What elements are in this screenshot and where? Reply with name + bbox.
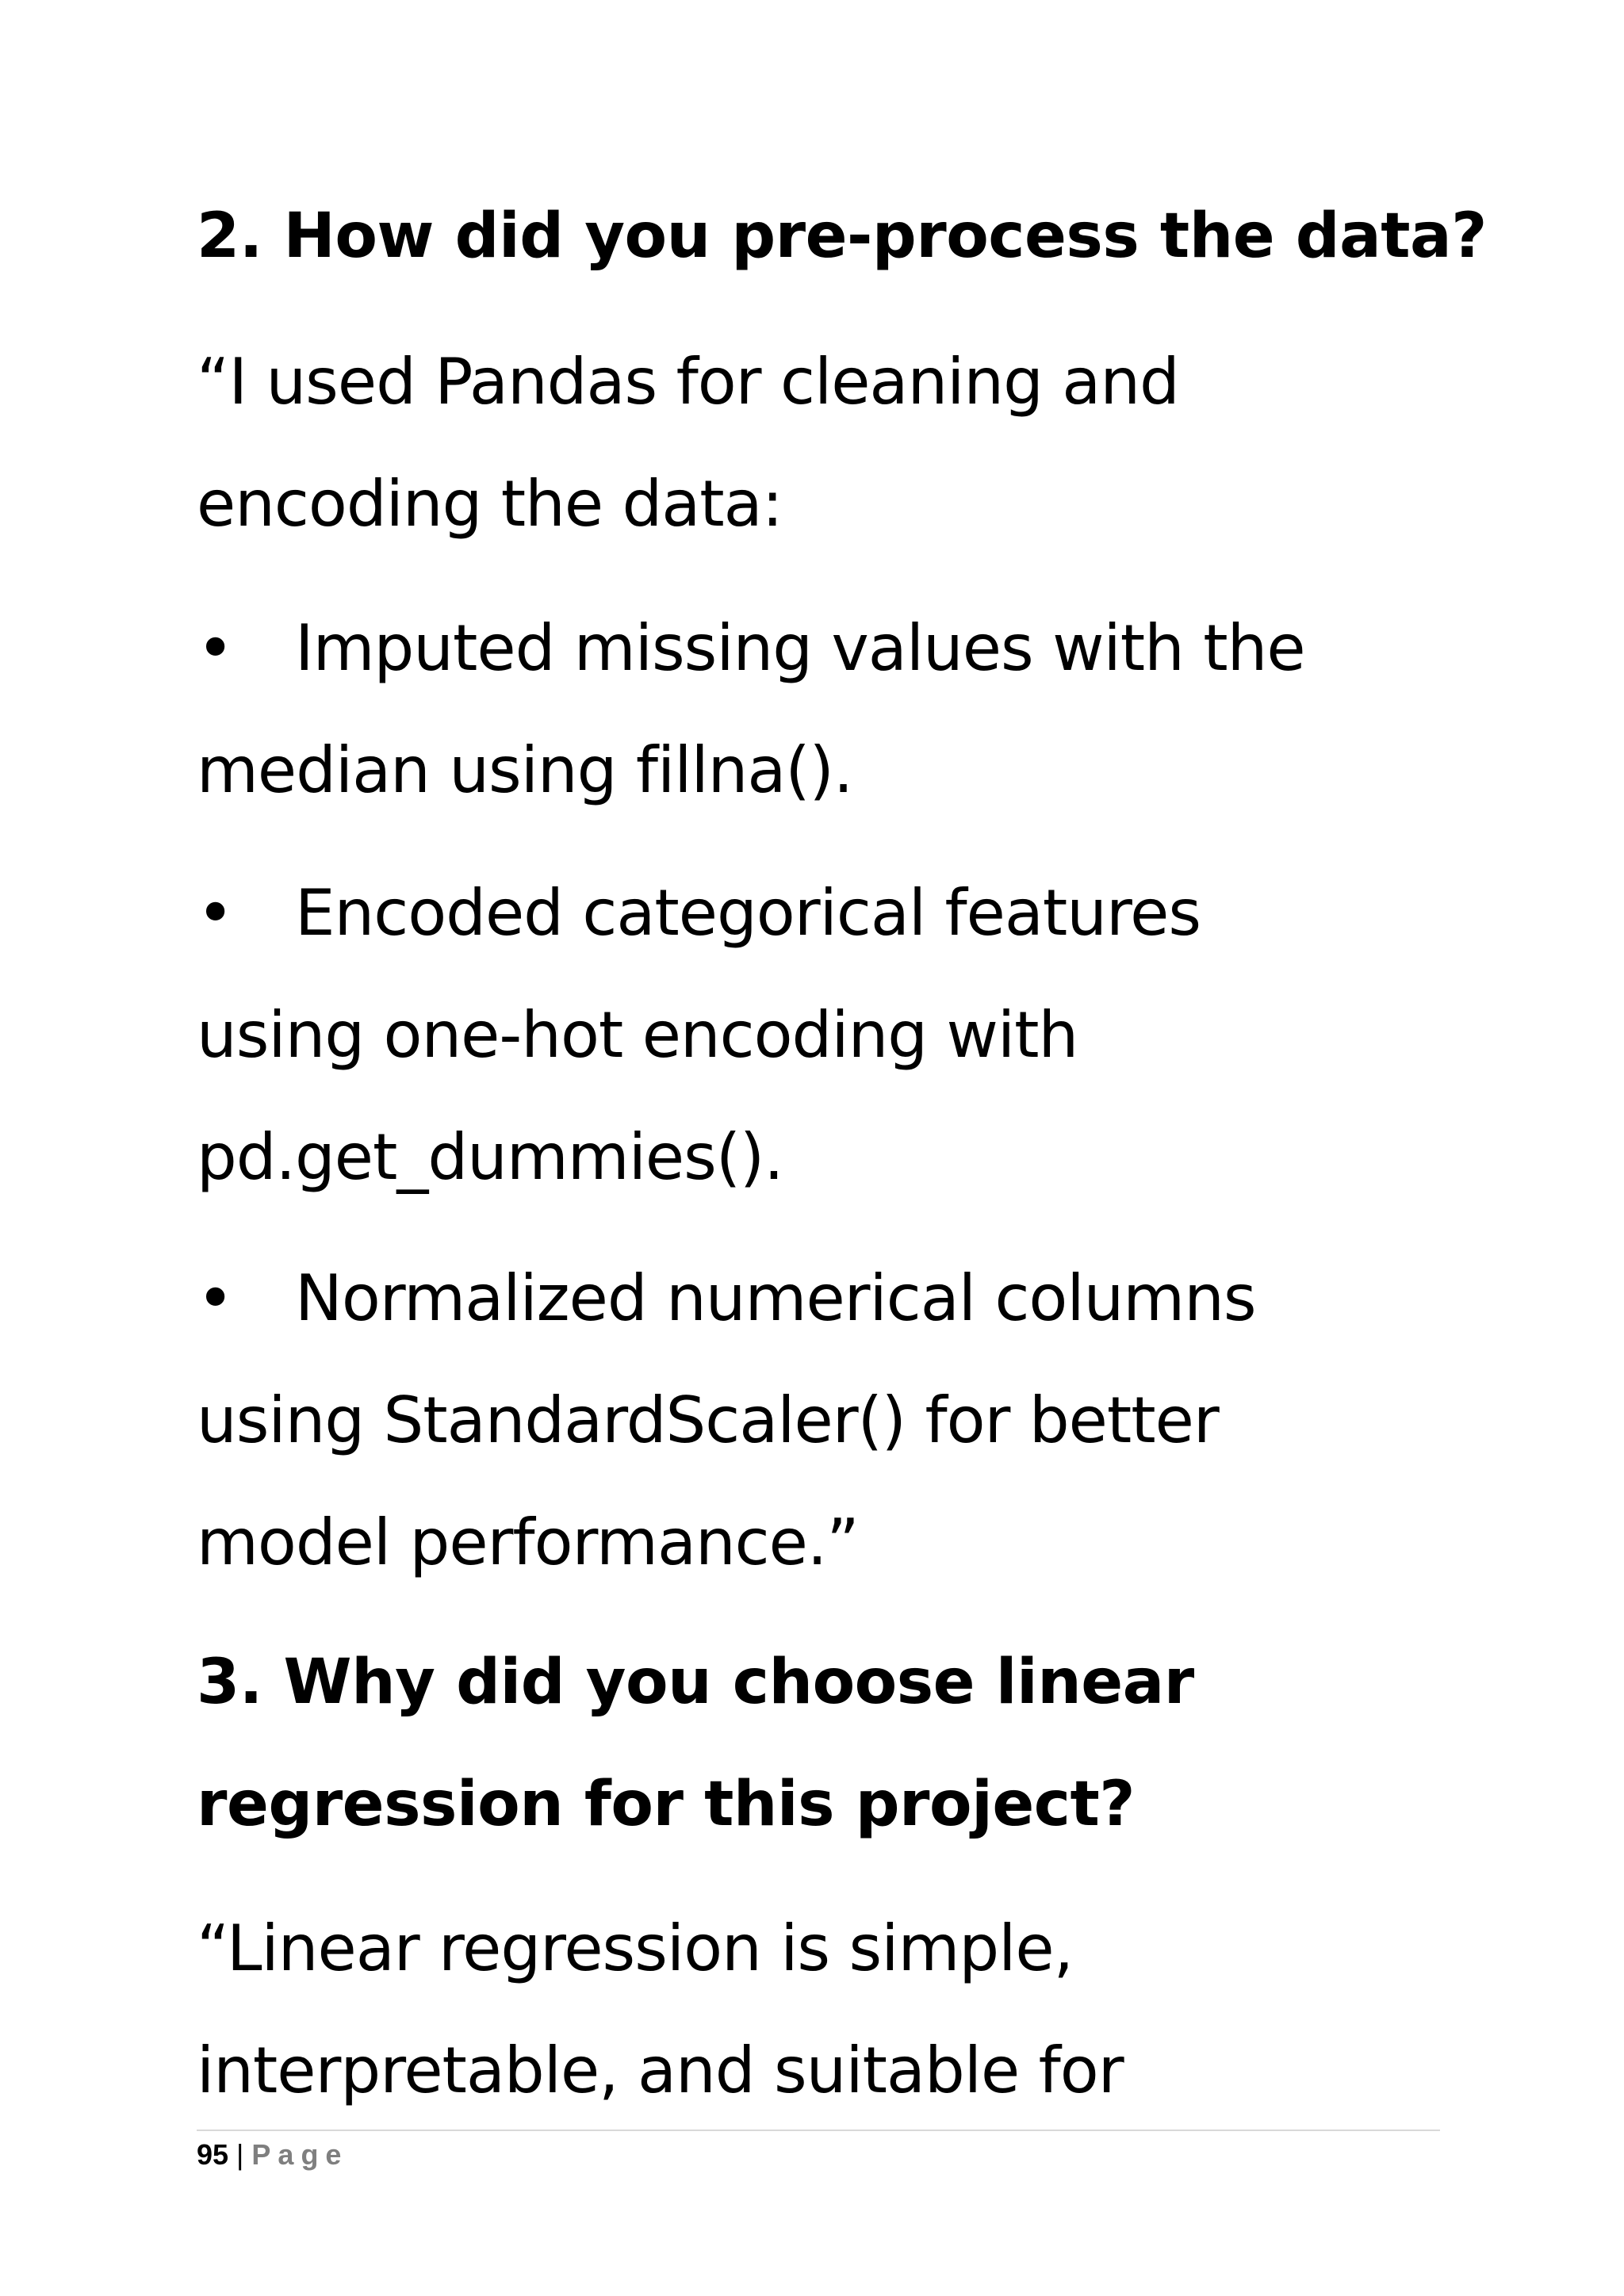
bullet-icon: • [197, 1261, 234, 1335]
bullet-item-2-continuation-2: pd.get_dummies(). [197, 1120, 783, 1194]
question-3-heading-line-1: 3. Why did you choose linear [197, 1647, 1194, 1718]
page-footer [197, 2136, 348, 2174]
answer-intro-line-2: encoding the data: [197, 467, 783, 541]
question-3-answer-line-2: interpretable, and suitable for [197, 2034, 1124, 2107]
bullet-item-3-text: Normalized numerical columns [295, 1261, 1256, 1335]
page-number: 95 [197, 2138, 229, 2171]
bullet-icon: • [197, 611, 234, 685]
bullet-item-2-text: Encoded categorical features [295, 876, 1201, 950]
bullet-item-1-text: Imputed missing values with the [295, 611, 1305, 685]
bullet-icon: • [197, 876, 234, 950]
bullet-item-1-continuation: median using fillna(). [197, 733, 853, 807]
question-3-answer-line-1: “Linear regression is simple, [197, 1911, 1074, 1985]
bullet-item-1 [197, 612, 1305, 685]
page-label: Page [251, 2138, 349, 2171]
question-2-heading: 2. How did you pre-process the data? [197, 201, 1487, 272]
bullet-item-2 [197, 877, 1201, 950]
bullet-item-3-continuation-2: model performance.” [197, 1506, 859, 1579]
footer-separator: | [236, 2138, 244, 2171]
bullet-item-2-continuation-1: using one-hot encoding with [197, 998, 1078, 1072]
bullet-item-3-continuation-1: using StandardScaler() for better [197, 1383, 1219, 1457]
footer-divider [197, 2130, 1440, 2131]
answer-intro-line-1: “I used Pandas for cleaning and [197, 345, 1179, 419]
question-3-heading-line-2: regression for this project? [197, 1769, 1136, 1840]
bullet-item-3 [197, 1262, 1256, 1335]
